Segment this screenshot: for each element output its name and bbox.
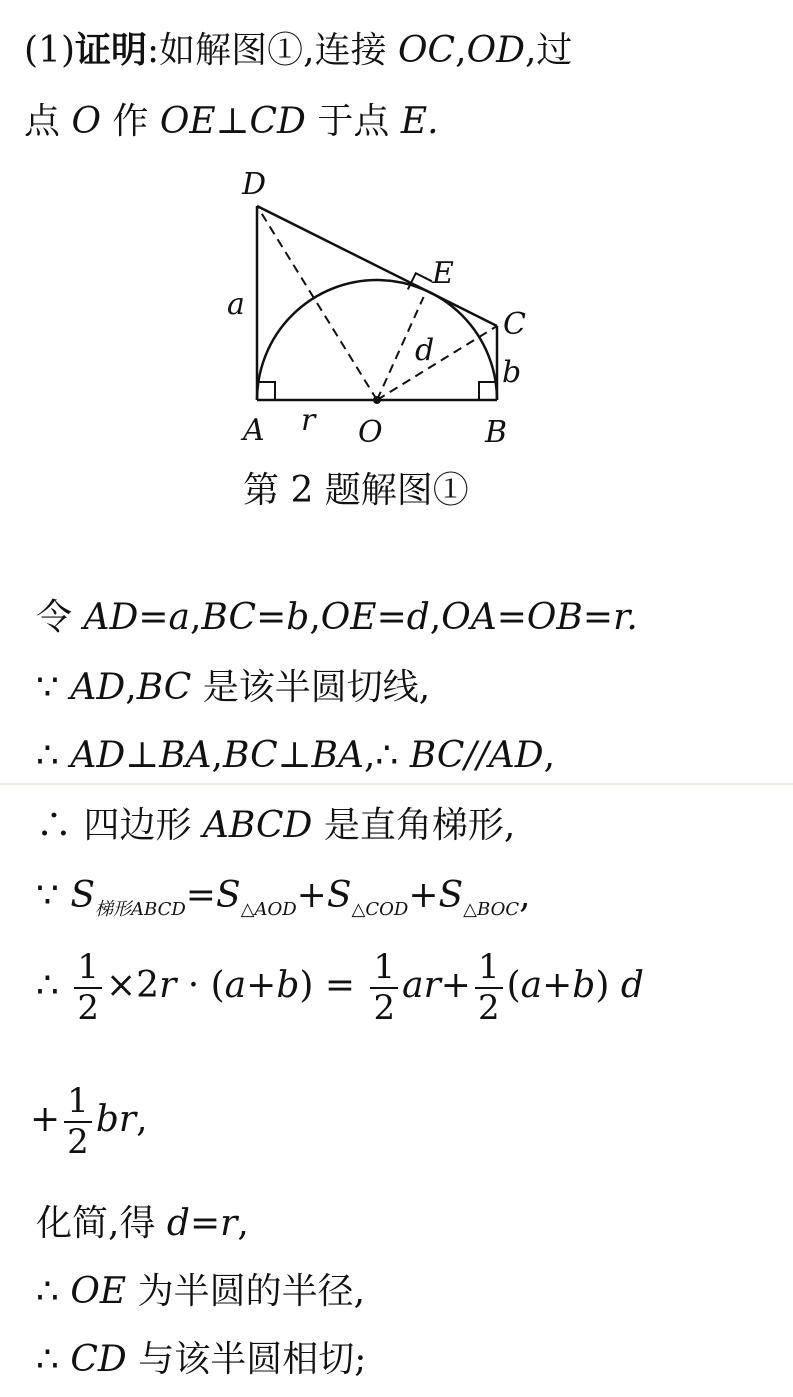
equals: =: [582, 597, 614, 638]
proof-line-7: [30, 1082, 148, 1162]
math: BC: [201, 597, 257, 638]
label-a: A: [243, 413, 265, 448]
because-symbol: ∵: [36, 667, 71, 708]
plus: +: [30, 1099, 61, 1141]
parallel-symbol: //: [464, 735, 489, 776]
math: BC: [223, 735, 278, 776]
denominator: 2: [77, 988, 99, 1029]
equals: =: [189, 1203, 221, 1244]
math: r.: [613, 597, 638, 638]
math: a: [224, 965, 247, 1007]
semicircle-arc: [257, 280, 497, 400]
header-text: 点: [24, 101, 72, 142]
subscript: △BOC: [463, 899, 520, 920]
fraction-half: [74, 948, 102, 1028]
comma: ,: [429, 597, 442, 638]
plus: +: [296, 875, 327, 916]
comma: ,: [309, 597, 321, 638]
label-b: B: [485, 415, 508, 450]
comma: ,: [211, 735, 223, 776]
math: BA: [311, 735, 364, 776]
area-s: S: [326, 875, 352, 916]
text: 化简,得: [36, 1203, 167, 1244]
denominator: 2: [373, 988, 396, 1029]
proof-line-4: [36, 805, 516, 846]
math: AD: [70, 735, 126, 776]
math-oc: OC: [398, 30, 456, 71]
subscript: △COD: [351, 899, 409, 920]
proof-line-8: [36, 1203, 249, 1244]
math: r: [159, 965, 177, 1007]
math: BA: [159, 735, 212, 776]
header-line-1: [24, 29, 573, 71]
proof-line-2: [36, 667, 431, 708]
proof-line-6: [36, 948, 644, 1028]
plus: +: [440, 965, 471, 1007]
fraction-half: [64, 1082, 92, 1162]
geometry-figure: [205, 160, 535, 460]
math-oe: OE: [159, 101, 216, 142]
equals: =: [185, 875, 216, 916]
math: OE: [320, 597, 377, 638]
area-s: S: [215, 875, 241, 916]
denominator: 2: [67, 1122, 89, 1163]
perp-symbol: ⊥: [125, 735, 160, 776]
because-symbol: ∵: [36, 875, 71, 916]
text: ×2: [106, 965, 160, 1007]
math: AD: [83, 597, 139, 638]
text: · (: [176, 965, 225, 1007]
math: BC: [409, 735, 465, 776]
numerator: 1: [64, 1082, 92, 1123]
plus: +: [542, 965, 573, 1007]
proof-keyword: 证明: [75, 29, 148, 71]
math: OE: [70, 1271, 127, 1312]
math: b: [276, 965, 300, 1007]
numerator: 1: [475, 948, 503, 989]
header-text: 于点: [305, 101, 401, 142]
therefore-symbol: ∴: [36, 735, 71, 776]
therefore-symbol: ∴: [36, 965, 71, 1007]
label-d-dist: d: [415, 333, 435, 368]
text: 令: [36, 597, 84, 638]
therefore-symbol: ∴: [36, 1271, 71, 1312]
math: ABCD: [202, 805, 313, 846]
text: (: [506, 965, 521, 1007]
label-a-side: a: [227, 287, 245, 322]
page-divider: [0, 783, 793, 785]
equals: =: [376, 597, 407, 638]
comma: ,: [455, 30, 467, 71]
math: d: [620, 965, 644, 1007]
comma: ,: [519, 875, 531, 916]
label-d: D: [242, 167, 267, 202]
math: a: [520, 965, 543, 1007]
part-number: (1): [24, 30, 75, 71]
numerator: 1: [370, 948, 398, 989]
text: ) =: [299, 965, 367, 1007]
proof-line-1: [36, 597, 638, 638]
comma: ,: [136, 1099, 148, 1141]
proof-line-5: [36, 875, 531, 920]
math-cd: CD: [249, 101, 306, 142]
equals: =: [256, 597, 287, 638]
comma: ,: [189, 597, 202, 638]
math: OB: [526, 597, 583, 638]
math: d: [166, 1203, 190, 1244]
perp-symbol: ⊥: [277, 735, 312, 776]
math: CD: [70, 1339, 127, 1380]
right-angle-b: [479, 382, 497, 400]
text: ∴ 四边形: [36, 805, 203, 846]
comma: ,: [237, 1203, 249, 1244]
right-angle-a: [257, 382, 275, 400]
perp-symbol: ⊥: [215, 101, 250, 142]
text: 是直角梯形,: [312, 805, 516, 846]
label-e: E: [432, 256, 454, 291]
comma: ,: [125, 667, 137, 708]
math: b: [572, 965, 596, 1007]
math: AD: [70, 667, 126, 708]
math-e: E.: [400, 101, 439, 142]
denominator: 2: [477, 988, 500, 1029]
text: 为半圆的半径,: [126, 1271, 366, 1312]
fraction-half: [475, 948, 503, 1028]
center-point-o: [373, 396, 381, 404]
label-r: r: [301, 403, 316, 438]
header-text: 作: [100, 101, 160, 142]
math: BC: [136, 667, 192, 708]
text: ): [595, 965, 621, 1007]
numerator: 1: [74, 948, 102, 989]
label-b-side: b: [502, 355, 522, 390]
math: OA: [441, 597, 497, 638]
figure-caption: 第 2 题解图①: [243, 470, 469, 511]
header-text: ,过: [524, 30, 573, 71]
text: 与该半圆相切;: [126, 1339, 367, 1380]
header-text: :如解图①,连接: [147, 30, 399, 71]
math: b: [286, 597, 310, 638]
plus: +: [408, 875, 439, 916]
proof-line-9: [36, 1271, 366, 1312]
math: br: [95, 1099, 137, 1141]
plus: +: [246, 965, 277, 1007]
text: 是该半圆切线,: [191, 667, 431, 708]
area-s: S: [70, 875, 96, 916]
math-od: OD: [466, 30, 525, 71]
fraction-half: [370, 948, 398, 1028]
proof-line-3: [36, 735, 556, 776]
therefore-symbol: ,∴: [363, 735, 410, 776]
label-o: O: [358, 415, 383, 450]
therefore-symbol: ∴: [36, 1339, 71, 1380]
subscript: △AOD: [240, 899, 297, 920]
math-o: O: [71, 101, 101, 142]
area-s: S: [438, 875, 464, 916]
equals: =: [496, 597, 527, 638]
math: AD: [488, 735, 544, 776]
header-line-2: [24, 101, 439, 142]
math: r: [220, 1203, 238, 1244]
comma: ,: [543, 735, 556, 776]
math: d: [406, 597, 430, 638]
label-c: C: [503, 307, 526, 342]
equals: =: [138, 597, 169, 638]
math: a: [168, 597, 190, 638]
math: ar: [402, 965, 441, 1007]
proof-line-10: [36, 1339, 367, 1380]
subscript: 梯形ABCD: [95, 899, 186, 920]
